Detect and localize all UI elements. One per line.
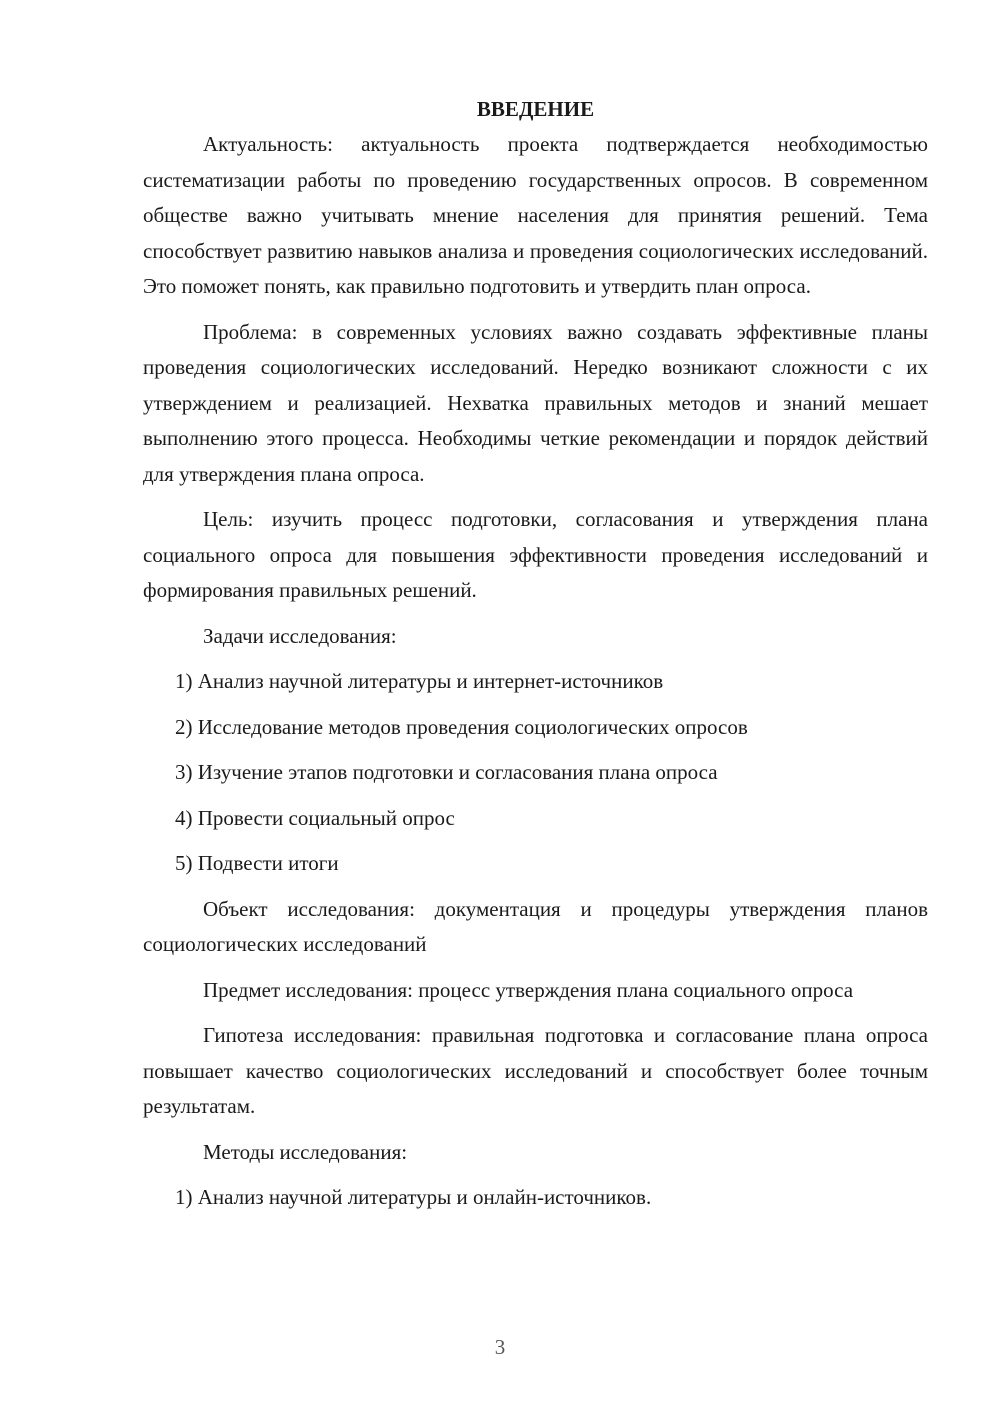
task-item-2: 2) Исследование методов проведения социологических опросов [175, 714, 748, 739]
document-body [143, 92, 928, 1226]
goal-paragraph: Цель: изучить процесс подготовки, согласования и утверждения плана социального опроса для повышения эффективности проведения исследований и формирования правильных решений. [143, 507, 928, 602]
task-item-4: 4) Провести социальный опрос [175, 805, 455, 830]
section-heading: ВВЕДЕНИЕ [476, 97, 595, 121]
task-item-1: 1) Анализ научной литературы и интернет-источников [175, 669, 664, 693]
relevance-paragraph: Актуальность: актуальность проекта подтверждается необходимостью систематизации работы по проведению государственных опросов. В современном обществе важно учитывать мнение населения для принятия решений. Тема способствует развитию навыков анализа и проведения социологических исследований. Это поможет понять, как правильно подготовить и утвердить план опроса. [143, 132, 928, 298]
page-number: 3 [494, 1335, 506, 1359]
object-paragraph: Объект исследования: документация и процедуры утверждения планов социологических исследований [143, 896, 928, 956]
hypothesis-paragraph: Гипотеза исследования: правильная подготовка и согласование плана опроса повышает качество социологических исследований и способствует более точным результатам. [143, 1023, 928, 1118]
task-item-3: 3) Изучение этапов подготовки и согласования плана опроса [175, 760, 718, 784]
methods-title: Методы исследования: [203, 1139, 408, 1164]
method-item-1: 1) Анализ научной литературы и онлайн-источников. [175, 1185, 652, 1209]
task-item-5: 5) Подвести итоги [175, 851, 339, 875]
tasks-title: Задачи исследования: [203, 623, 397, 648]
subject-paragraph: Предмет исследования: процесс утверждения плана социального опроса [203, 977, 854, 1002]
problem-paragraph: Проблема: в современных условиях важно создавать эффективные планы проведения социологических исследований. Нередко возникают сложности с их утверждением и реализацией. Нехватка правильных методов и знаний мешает выполнению этого процесса. Необходимы четкие рекомендации и порядок действий для утверждения плана опроса. [143, 319, 928, 486]
